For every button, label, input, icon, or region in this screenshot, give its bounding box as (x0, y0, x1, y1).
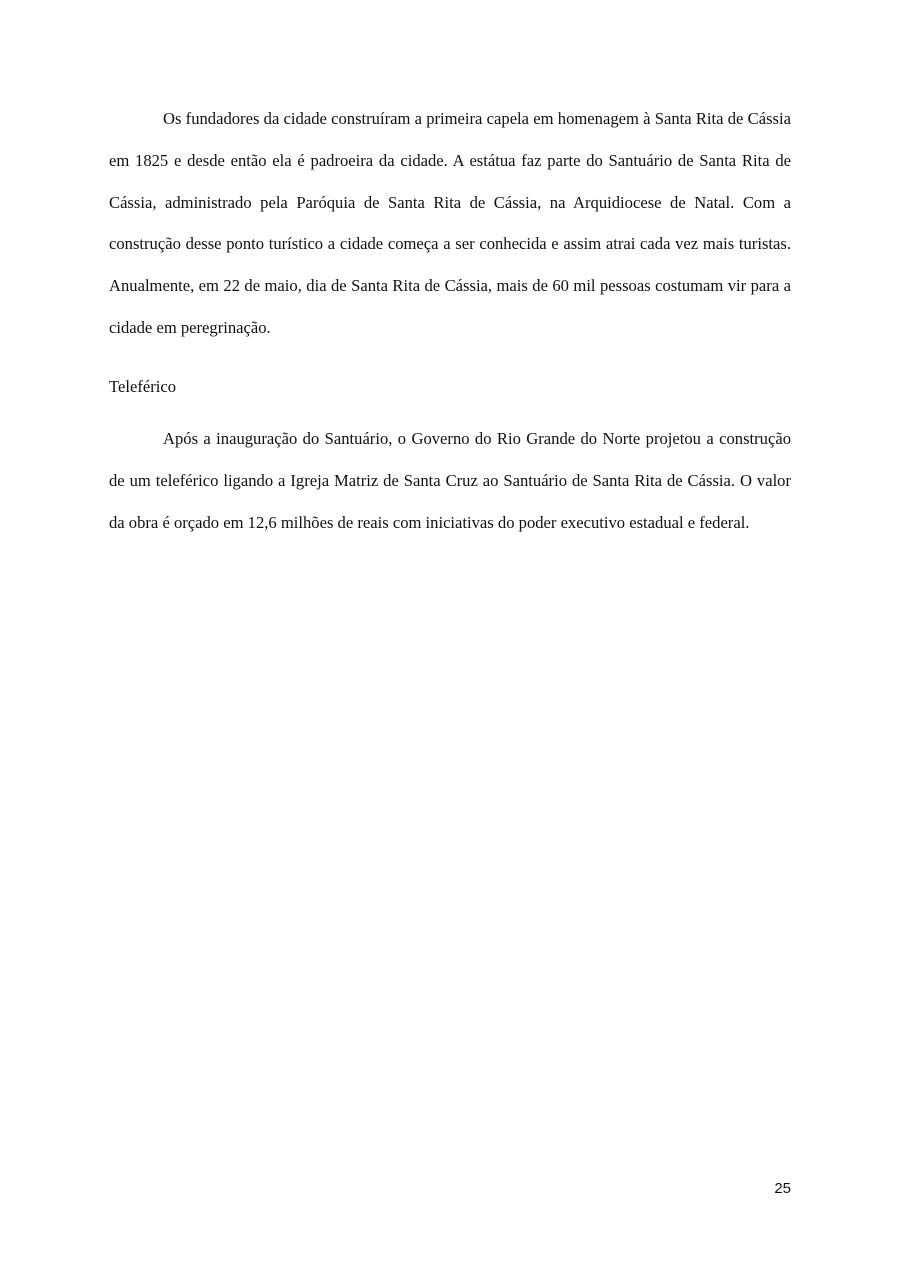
paragraph-teleferico: Após a inauguração do Santuário, o Governo do Rio Grande do Norte projetou a construção de um teleférico ligando a Igreja Matriz de Santa Cruz ao Santuário de Santa Rita de Cássia. O valor da obra é orçado em 12,6 milhões de reais com iniciativas do poder executivo estadual e federal. (109, 429, 791, 532)
paragraph-santuario-history: Os fundadores da cidade construíram a primeira capela em homenagem à Santa Rita de Cássia em 1825 e desde então ela é padroeira da cidade. A estátua faz parte do Santuário de Santa Rita de Cássia, administrado pela Paróquia de Santa Rita de Cássia, na Arquidiocese de Natal. Com a construção desse ponto turístico a cidade começa a ser conhecida e assim atrai cada vez mais turistas. Anualmente, em 22 de maio, dia de Santa Rita de Cássia, mais de 60 mil pessoas costumam vir para a cidade em peregrinação. (109, 109, 791, 337)
page-number: 25 (774, 1180, 791, 1197)
section-heading-teleferico: Teleférico (109, 377, 177, 396)
